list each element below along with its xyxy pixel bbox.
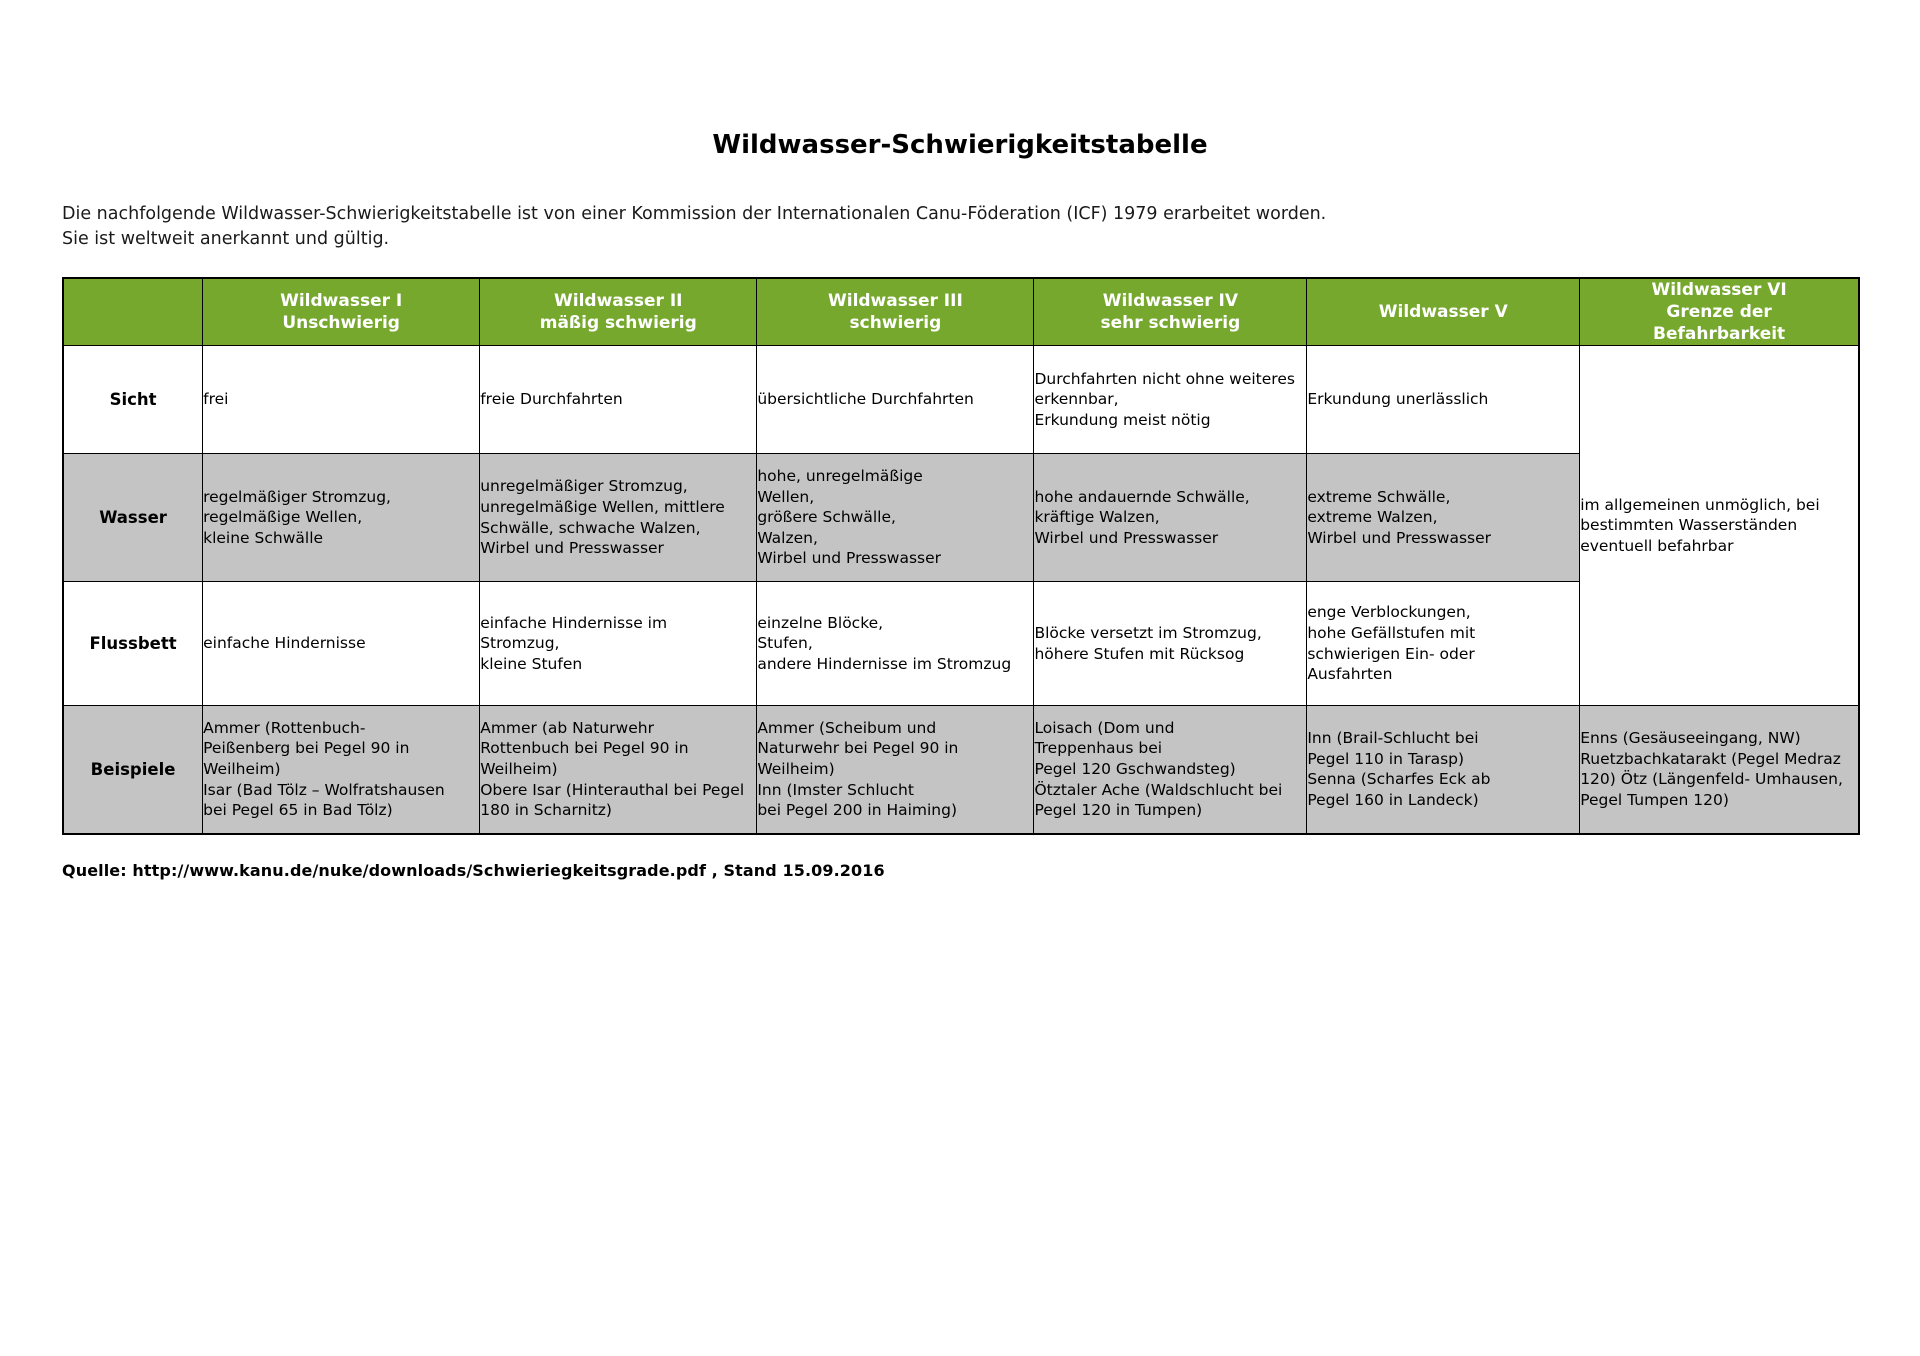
- cell-ww6-merged: [1580, 346, 1859, 706]
- cell-wasser-ww2: [480, 454, 757, 582]
- table-row-beispiele: [63, 706, 1859, 834]
- cell-line: regelmäßige Wellen,: [203, 508, 363, 527]
- cell-line: bestimmten Wasserständen: [1580, 516, 1798, 535]
- column-header-ww3-line2: schwierig: [849, 312, 942, 333]
- cell-line: Enns (Gesäuseeingang,: [1580, 729, 1763, 748]
- cell-line: im allgemeinen unmöglich, bei: [1580, 495, 1820, 514]
- cell-line: hohe, unregelmäßige: [757, 467, 923, 485]
- cell-sicht-ww1: [203, 346, 480, 454]
- cell-beispiele-ww6: [1580, 706, 1859, 834]
- column-header-ww6-line3: Befahrbarkeit: [1652, 323, 1786, 344]
- cell-line: Blöcke versetzt im Stromzug,: [1034, 623, 1262, 642]
- cell-line: schwierigen Ein- oder: [1307, 644, 1475, 663]
- cell-line: Weilheim): [203, 759, 281, 778]
- cell-line: 180 in Scharnitz): [480, 801, 612, 820]
- cell-line: Naturwehr bei Pegel 90 in: [757, 739, 959, 758]
- cell-beispiele-ww2: [480, 706, 757, 834]
- cell-line: Weilheim): [480, 759, 558, 778]
- cell-line: Stufen,: [757, 634, 813, 653]
- intro-paragraph: [0, 160, 1920, 253]
- cell-line: Schwälle, schwache Walzen,: [480, 518, 701, 537]
- column-header-ww4: [1034, 278, 1307, 346]
- cell-flussbett-ww2: [480, 582, 757, 706]
- cell-line: Isar (Bad Tölz – Wolfratshausen: [203, 780, 445, 799]
- cell-line: Ammer (Scheibum und: [757, 718, 937, 737]
- cell-beispiele-ww5: [1307, 706, 1580, 834]
- cell-line: Stromzug,: [480, 634, 560, 653]
- cell-line: Pegel 110 in Tarasp): [1307, 749, 1465, 768]
- cell-line: Erkundung meist nötig: [1034, 410, 1211, 429]
- cell-line: extreme Schwälle,: [1307, 487, 1451, 506]
- cell-line: Weilheim): [757, 759, 835, 778]
- row-label-beispiele: Beispiele: [63, 706, 203, 834]
- column-header-ww1-line1: Wildwasser I: [280, 290, 403, 311]
- cell-line: einfache Hindernisse im: [480, 613, 668, 632]
- cell-line: Wirbel und Presswasser: [480, 539, 664, 558]
- cell-line: Ammer (Rottenbuch-: [203, 718, 366, 737]
- column-header-ww2-line1: Wildwasser II: [554, 290, 683, 311]
- difficulty-table-wrapper: [0, 253, 1920, 835]
- cell-line: Ammer (ab Naturwehr: [480, 718, 654, 737]
- cell-flussbett-ww3: [757, 582, 1034, 706]
- cell-line: Wirbel und Presswasser: [1034, 528, 1219, 547]
- cell-line: Loisach (Dom und: [1034, 718, 1175, 737]
- cell-line: Walzen,: [757, 528, 818, 547]
- cell-line: (Pegel Medraz 120): [1580, 749, 1841, 789]
- column-header-ww6-line1: Wildwasser VI: [1651, 279, 1787, 300]
- intro-line-1: Die nachfolgende Wildwasser-Schwierigkeitstabelle ist von einer Kommission der Internationalen Canu-Föderation (ICF) 1979 erarbeitet worden.: [62, 204, 1327, 224]
- cell-line: Obere Isar (Hinterauthal bei Pegel: [480, 780, 745, 799]
- table-corner-cell: [63, 278, 203, 346]
- cell-line: enge Verblockungen,: [1307, 603, 1471, 622]
- cell-line: höhere Stufen mit Rücksog: [1034, 644, 1245, 663]
- cell-line: Ruetzbachkatarakt: [1580, 749, 1727, 768]
- row-label-wasser: Wasser: [63, 454, 203, 582]
- cell-line: Senna (Scharfes Eck ab: [1307, 770, 1491, 789]
- cell-line: Wirbel und Presswasser: [757, 549, 942, 568]
- column-header-ww2-line2: mäßig schwierig: [539, 312, 697, 333]
- cell-line: extreme Walzen,: [1307, 508, 1438, 527]
- cell-wasser-ww5: [1307, 454, 1580, 582]
- cell-line: Pegel 120 in Tumpen): [1034, 801, 1203, 820]
- intro-line-2: Sie ist weltweit anerkannt und gültig.: [62, 229, 390, 250]
- cell-flussbett-ww1: [203, 582, 480, 706]
- cell-line: unregelmäßiger Stromzug,: [480, 477, 688, 496]
- cell-line: andere Hindernisse im Stromzug: [757, 654, 1012, 673]
- cell-line: erkennbar,: [1034, 390, 1119, 409]
- cell-line: regelmäßiger Stromzug,: [203, 487, 391, 506]
- cell-line: Wellen,: [757, 487, 815, 506]
- column-header-ww2: [480, 278, 757, 346]
- table-header: [63, 278, 1859, 346]
- column-header-ww1-line2: Unschwierig: [282, 312, 400, 333]
- cell-line: Pegel 120 Gschwandsteg): [1034, 759, 1236, 778]
- column-header-ww4-line1: Wildwasser IV: [1102, 290, 1239, 311]
- cell-beispiele-ww3: [757, 706, 1034, 834]
- cell-sicht-ww3: [757, 346, 1034, 454]
- row-label-flussbett: Flussbett: [63, 582, 203, 706]
- cell-line: Pegel 160 in Landeck): [1307, 790, 1479, 809]
- table-body: [63, 346, 1859, 834]
- cell-line: kleine Schwälle: [203, 528, 324, 547]
- cell-line: Ötztaler Ache (Waldschlucht bei: [1034, 780, 1283, 799]
- table-row-sicht: [63, 346, 1859, 454]
- cell-sicht-ww5: [1307, 346, 1580, 454]
- cell-line: Rottenbuch bei Pegel 90 in: [480, 739, 689, 758]
- cell-line: Ötz (Längenfeld- Umhausen, Pegel: [1580, 770, 1843, 809]
- cell-line: Treppenhaus bei: [1034, 739, 1163, 758]
- cell-line: unregelmäßige Wellen, mittlere: [480, 497, 725, 516]
- cell-line: Tumpen 120): [1627, 790, 1729, 809]
- row-label-sicht: Sicht: [63, 346, 203, 454]
- cell-beispiele-ww1: [203, 706, 480, 834]
- column-header-ww5-line1: Wildwasser V: [1378, 301, 1508, 322]
- cell-line: NW): [1767, 729, 1801, 748]
- column-header-ww1: [203, 278, 480, 346]
- cell-line: eventuell befahrbar: [1580, 536, 1734, 555]
- cell-sicht-ww2: [480, 346, 757, 454]
- cell-line: Durchfahrten nicht ohne weiteres: [1034, 369, 1295, 388]
- cell-wasser-ww4: [1034, 454, 1307, 582]
- cell-sicht-ww4: [1034, 346, 1307, 454]
- cell-line: übersichtliche Durchfahrten: [757, 390, 974, 409]
- cell-beispiele-ww4: [1034, 706, 1307, 834]
- cell-line: Wirbel und Presswasser: [1307, 528, 1492, 547]
- cell-flussbett-ww4: [1034, 582, 1307, 706]
- column-header-ww5: [1307, 278, 1580, 346]
- cell-line: Inn (Imster Schlucht: [757, 780, 914, 799]
- cell-line: einfache Hindernisse: [203, 634, 366, 653]
- cell-line: hohe Gefällstufen mit: [1307, 623, 1476, 642]
- wildwasser-difficulty-table: [62, 277, 1860, 835]
- cell-line: frei: [203, 390, 229, 409]
- cell-wasser-ww3: [757, 454, 1034, 582]
- column-header-ww6: [1580, 278, 1859, 346]
- cell-line: bei Pegel 65 in Bad Tölz): [203, 801, 393, 820]
- page-title: Wildwasser-Schwierigkeitstabelle: [712, 130, 1208, 160]
- cell-line: Erkundung unerlässlich: [1307, 390, 1489, 409]
- cell-line: Peißenberg bei Pegel 90 in: [203, 739, 410, 758]
- column-header-ww6-line2: Grenze der: [1666, 301, 1772, 322]
- cell-line: größere Schwälle,: [757, 508, 896, 527]
- cell-line: einzelne Blöcke,: [757, 613, 884, 632]
- column-header-ww4-line2: sehr schwierig: [1100, 312, 1241, 333]
- cell-line: Inn (Brail-Schlucht bei: [1307, 729, 1479, 748]
- column-header-ww3-line1: Wildwasser III: [827, 290, 963, 311]
- cell-wasser-ww1: [203, 454, 480, 582]
- source-note: Quelle: http://www.kanu.de/nuke/downloads/Schwieriegkeitsgrade.pdf , Stand 15.09.2016: [62, 860, 885, 880]
- cell-line: hohe andauernde Schwälle,: [1034, 487, 1250, 506]
- column-header-ww3: [757, 278, 1034, 346]
- cell-flussbett-ww5: [1307, 582, 1580, 706]
- cell-line: kleine Stufen: [480, 654, 583, 673]
- cell-line: bei Pegel 200 in Haiming): [757, 801, 958, 820]
- cell-line: kräftige Walzen,: [1034, 508, 1160, 527]
- table-header-row: [63, 278, 1859, 346]
- cell-line: freie Durchfahrten: [480, 390, 623, 409]
- cell-line: Ausfahrten: [1307, 665, 1393, 684]
